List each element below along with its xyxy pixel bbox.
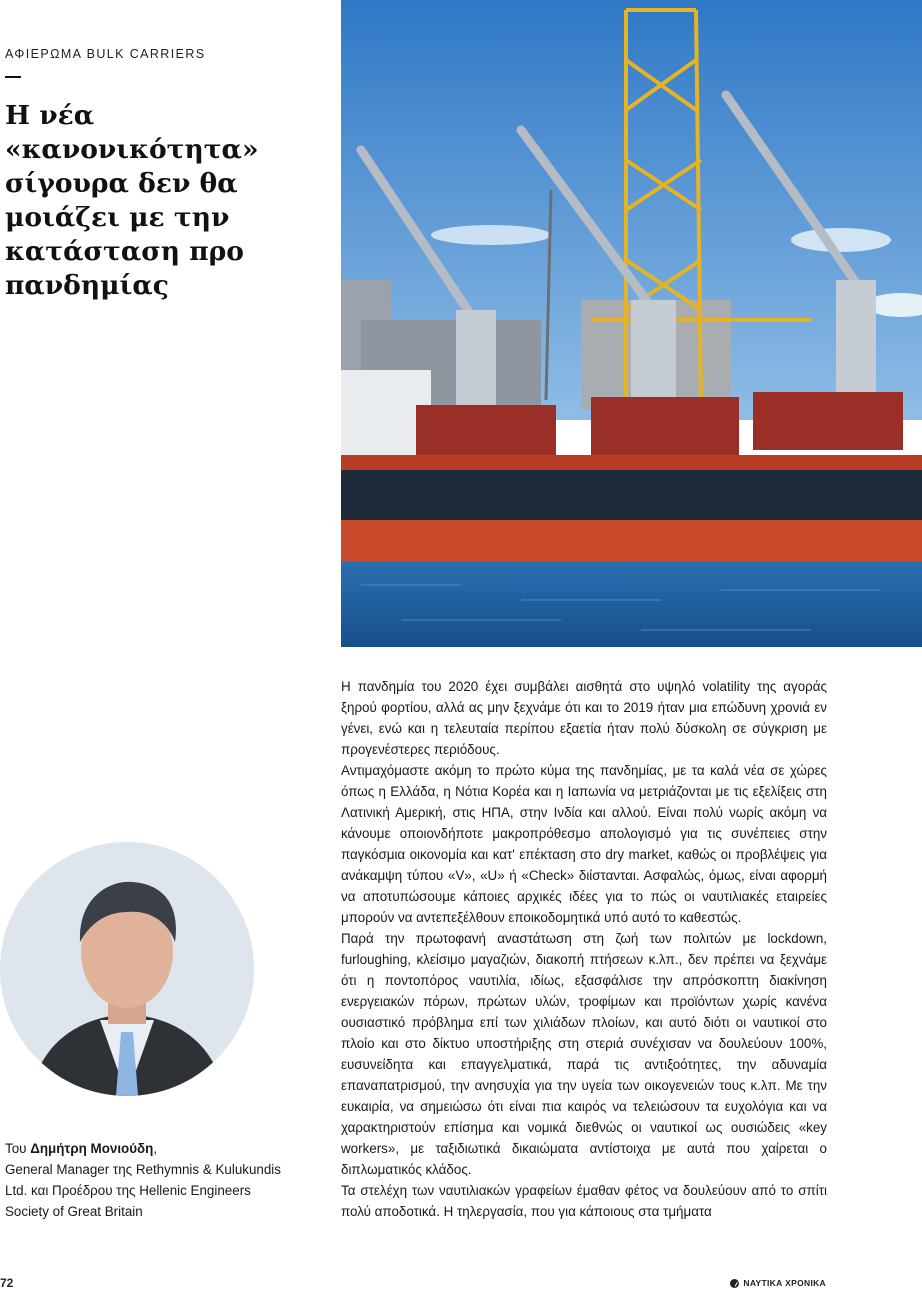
article-title: Η νέα «κανονικότητα» σίγουρα δεν θα μοιάζει με την κατάσταση προ πανδημίας <box>5 100 259 301</box>
author-prefix: Του <box>5 1141 27 1156</box>
publication-name: ΝΑΥΤΙΚΑ ΧΡΟΝΙΚΑ <box>743 1278 826 1288</box>
ship-hull-red-band <box>341 520 922 562</box>
author-suffix: , <box>153 1141 158 1156</box>
body-paragraph: Τα στελέχη των ναυτιλιακών γραφείων έμαθαν φέτος να δουλεύουν από το σπίτι πολύ αποδοτικά. Η τηλεργασία, που για κάποιους στα τμήματα <box>341 1183 827 1219</box>
publication-brand <box>730 1278 826 1288</box>
body-paragraph: Η πανδημία του 2020 έχει συμβάλει αισθητά στο υψηλό volatility της αγοράς ξηρού φορτίου, αλλά ας μην ξεχνάμε ότι και το 2019 ήταν μια επώδυνη χρονιά εν γένει, ενώ και η τελευταία περίπου εξαετία ήταν πολύ δύσκολη σε σύγκριση με προγενέστερες περιόδους. <box>341 679 827 757</box>
author-role-line: Ltd. και Προέδρου της Hellenic Engineers <box>5 1183 251 1198</box>
title-dash-divider <box>5 76 21 78</box>
page-number: 72 <box>0 1276 14 1290</box>
publication-logo-icon <box>730 1279 739 1288</box>
section-label: ΑΦΙΕΡΩΜΑ BULK CARRIERS <box>5 47 206 61</box>
body-paragraph: Παρά την πρωτοφανή αναστάτωση στη ζωή των πολιτών με lockdown, furloughing, κλείσιμο μαγαζιών, διακοπή πτήσεων κ.λπ., δεν πρέπει να ξεχνάμε ότι η ποντοπόρος ναυτιλία, ιδίως, εξασφάλισε την απρόσκοπτη διακίνηση ενεργειακών πόρων, πρώτων υλών, τροφίμων και προϊόντων χωρίς κανένα ουσιαστικό πρόβλημα επί των χιλιάδων πλοίων, και αυτό διότι οι ναυτικοί στο πλοίο και στο δίκτυο υποστήριξης στη στεριά συνέχισαν να δουλεύουν 100%, ευσυνείδητα και επαγγελματικά, παρά τις αντιξοότητες, την αδυναμία επαναπατρισμού, την ανησυχία για την υγεία των οικογενειών τους κ.λπ. Με την ευκαιρία, να σημειώσω ότι είναι πια καιρός να τελειώσουν τα ευχολόγια και να χαρακτηριστούν επίσημα και νομικά διεθνώς οι ναυτικοί ως ουσιώδεις «key workers», με ταξιδιωτικά δικαιώματα αντίστοιχα με αυτά που χαίρεται ο διπλωματικός κλάδος. <box>341 931 827 1177</box>
author-role-line: Society of Great Britain <box>5 1204 143 1219</box>
ship-hull <box>341 470 922 520</box>
author-portrait-photo <box>0 842 254 1096</box>
article-body <box>341 676 827 1222</box>
author-name: Δημήτρη Μονιούδη <box>30 1141 154 1156</box>
hero-photo-bulk-carrier <box>341 0 922 647</box>
body-paragraph: Αντιμαχόμαστε ακόμη το πρώτο κύμα της πανδημίας, με τα καλά νέα σε χώρες όπως η Ελλάδα, η Νότια Κορέα και η Ιαπωνία να μετριάζονται με τις εξελίξεις στη Λατινική Αμερική, στις ΗΠΑ, στην Ινδία και αλλού. Είναι πολύ νωρίς ακόμη να κάνουμε οποιονδήποτε μακροπρόθεσμο απολογισμό για τις συνέπειες στην παγκόσμια οικονομία και κατ' επέκταση στο dry market, καθώς οι προβλέψεις για ανάκαμψη τύπου «V», «U» ή «Check» διίστανται. Ασφαλώς, όμως, είναι αφορμή να αποτυπώσουμε κάποιες αρχικές ιδέες για το πώς οι ναυτιλιακές εταιρείες μπορούν να αντεπεξέλθουν εποικοδομητικά υπό αυτό το καθεστώς. <box>341 763 827 925</box>
author-byline <box>5 1138 325 1159</box>
author-role-line: General Manager της Rethymnis & Kulukundis <box>5 1162 281 1177</box>
sea <box>341 562 922 647</box>
author-caption <box>5 1138 325 1222</box>
